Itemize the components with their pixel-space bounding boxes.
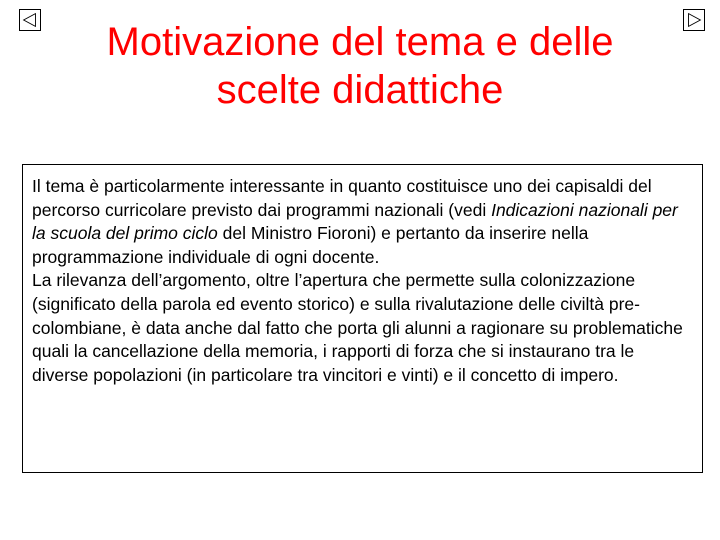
next-slide-button[interactable]	[683, 9, 705, 31]
body-paragraph-1-text-start: Il tema è particolarmente interessante in quanto costituisce uno dei capisaldi del percorso curricolare previsto dai programmi nazionali (vedi	[32, 176, 652, 220]
triangle-right-icon	[684, 10, 704, 30]
slide-body-textbox	[22, 164, 703, 473]
body-paragraph-1-text-end: del Ministro Fioroni) e pertanto da inserire nella programmazione individuale di ogni docente.	[32, 223, 589, 267]
triangle-left-icon	[20, 10, 40, 30]
body-paragraph-2: La rilevanza dell’argomento, oltre l’apertura che permette sulla colonizzazione (significato della parola ed evento storico) e sulla rivalutazione delle civiltà pre-colombiane, è data anche dal fatto che porta gli alunni a ragionare su problematiche quali la cancellazione della memoria, i rapporti di forza che si instaurano tra le diverse popolazioni (in particolare tra vincitori e vinti) e il concetto di impero.	[32, 270, 683, 385]
body-paragraph-1-italic-reference: Indicazioni nazionali per la scuola del primo ciclo	[32, 199, 678, 244]
body-paragraph-1	[32, 175, 694, 269]
slide-title: Motivazione del tema e delle scelte didattiche	[106, 20, 614, 112]
previous-slide-button[interactable]	[19, 9, 41, 31]
